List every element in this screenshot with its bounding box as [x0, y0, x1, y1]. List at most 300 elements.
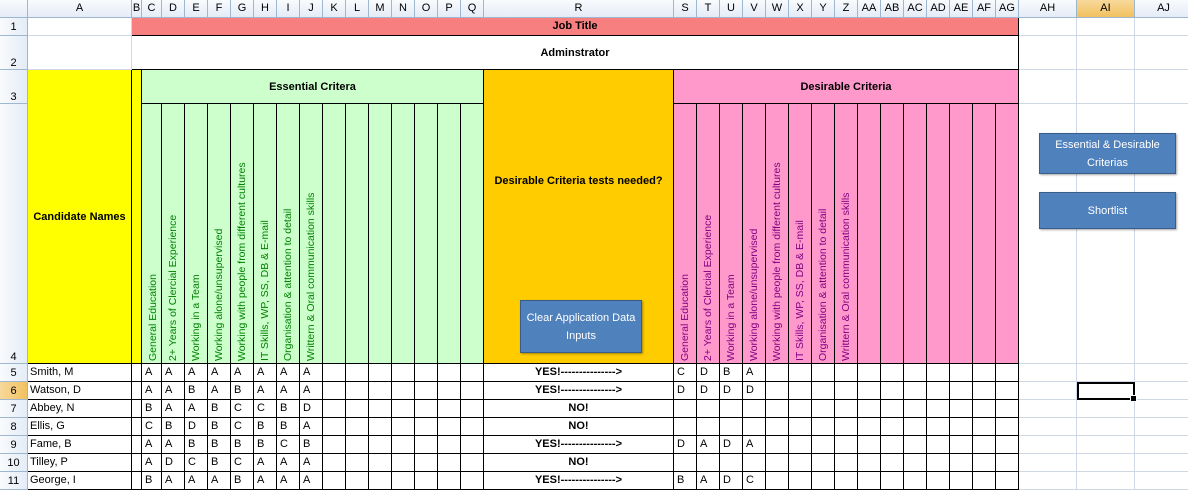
essential-score-cell[interactable]: A: [185, 400, 208, 418]
essential-score-cell[interactable]: A: [277, 472, 300, 490]
essential-score-cell[interactable]: [369, 400, 392, 418]
column-header-b[interactable]: B: [132, 0, 142, 18]
essential-desirable-criterias-button[interactable]: [1039, 133, 1176, 174]
essential-score-cell[interactable]: [438, 472, 461, 490]
essential-score-cell[interactable]: A: [277, 454, 300, 472]
essential-score-cell[interactable]: [323, 382, 346, 400]
desirable-score-cell[interactable]: [904, 436, 927, 454]
row-header-4[interactable]: 4: [0, 104, 28, 364]
cell[interactable]: [1077, 436, 1135, 454]
desirable-score-cell[interactable]: [812, 400, 835, 418]
essential-score-cell[interactable]: [369, 436, 392, 454]
column-header-p[interactable]: P: [438, 0, 461, 18]
cell[interactable]: [1135, 382, 1188, 400]
column-header-k[interactable]: K: [323, 0, 346, 18]
essential-score-cell[interactable]: A: [162, 382, 185, 400]
essential-score-cell[interactable]: B: [254, 418, 277, 436]
desirable-score-cell[interactable]: [950, 418, 973, 436]
desirable-score-cell[interactable]: A: [697, 472, 720, 490]
essential-score-cell[interactable]: B: [300, 436, 323, 454]
cell[interactable]: [1019, 382, 1077, 400]
essential-criteria-header-cell[interactable]: [461, 104, 484, 364]
essential-score-cell[interactable]: [369, 364, 392, 382]
desirable-score-cell[interactable]: [789, 436, 812, 454]
essential-criteria-header-cell[interactable]: [323, 104, 346, 364]
candidate-names-header-cell[interactable]: [28, 70, 132, 364]
desirable-score-cell[interactable]: [766, 418, 789, 436]
row-header-2[interactable]: 2: [0, 36, 28, 70]
candidate-name-cell[interactable]: Abbey, N: [28, 400, 132, 418]
essential-criteria-header-cell[interactable]: [415, 104, 438, 364]
row-header-1[interactable]: 1: [0, 18, 28, 36]
desirable-score-cell[interactable]: [812, 472, 835, 490]
column-header-g[interactable]: G: [231, 0, 254, 18]
desirable-criteria-header-cell[interactable]: [950, 104, 973, 364]
column-header-h[interactable]: H: [254, 0, 277, 18]
candidate-name-cell[interactable]: Fame, B: [28, 436, 132, 454]
shortlist-button[interactable]: [1039, 192, 1176, 229]
tests-needed-cell[interactable]: YES!--------------->: [484, 436, 674, 454]
cell[interactable]: [1077, 18, 1135, 36]
essential-score-cell[interactable]: [369, 472, 392, 490]
desirable-score-cell[interactable]: [996, 364, 1019, 382]
essential-score-cell[interactable]: [323, 364, 346, 382]
desirable-score-cell[interactable]: [904, 364, 927, 382]
desirable-score-cell[interactable]: [697, 454, 720, 472]
essential-score-cell[interactable]: A: [185, 472, 208, 490]
desirable-criteria-header-cell[interactable]: [881, 104, 904, 364]
desirable-score-cell[interactable]: A: [697, 436, 720, 454]
desirable-criteria-header-cell[interactable]: [720, 104, 743, 364]
desirable-criteria-header-cell[interactable]: [973, 104, 996, 364]
cell[interactable]: [1077, 400, 1135, 418]
essential-score-cell[interactable]: B: [231, 382, 254, 400]
spacer-cell[interactable]: [132, 364, 142, 382]
tests-needed-cell[interactable]: YES!--------------->: [484, 382, 674, 400]
cell[interactable]: [1135, 454, 1188, 472]
essential-score-cell[interactable]: B: [162, 418, 185, 436]
tests-needed-cell[interactable]: YES!--------------->: [484, 364, 674, 382]
column-header-ac[interactable]: AC: [904, 0, 927, 18]
essential-criteria-header-cell[interactable]: [438, 104, 461, 364]
essential-score-cell[interactable]: A: [254, 364, 277, 382]
column-header-v[interactable]: V: [743, 0, 766, 18]
essential-score-cell[interactable]: B: [142, 472, 162, 490]
essential-score-cell[interactable]: [438, 364, 461, 382]
essential-score-cell[interactable]: A: [277, 382, 300, 400]
cell[interactable]: [1077, 70, 1135, 104]
desirable-score-cell[interactable]: [858, 382, 881, 400]
essential-score-cell[interactable]: [346, 436, 369, 454]
clear-application-data-button[interactable]: [520, 300, 642, 353]
desirable-score-cell[interactable]: [927, 364, 950, 382]
essential-score-cell[interactable]: B: [277, 400, 300, 418]
job-title-value-cell[interactable]: [132, 36, 1019, 70]
desirable-score-cell[interactable]: D: [720, 382, 743, 400]
spacer-cell[interactable]: [132, 418, 142, 436]
essential-score-cell[interactable]: [369, 418, 392, 436]
essential-score-cell[interactable]: A: [142, 436, 162, 454]
desirable-score-cell[interactable]: [766, 400, 789, 418]
essential-score-cell[interactable]: [461, 418, 484, 436]
column-header-x[interactable]: X: [789, 0, 812, 18]
desirable-score-cell[interactable]: [973, 454, 996, 472]
essential-score-cell[interactable]: [346, 418, 369, 436]
essential-score-cell[interactable]: D: [185, 418, 208, 436]
essential-score-cell[interactable]: [438, 382, 461, 400]
column-header-q[interactable]: Q: [461, 0, 484, 18]
essential-score-cell[interactable]: [461, 436, 484, 454]
row-header-10[interactable]: 10: [0, 454, 28, 472]
cell[interactable]: [1019, 36, 1077, 70]
cell[interactable]: [1077, 454, 1135, 472]
cell[interactable]: [1019, 472, 1077, 490]
desirable-score-cell[interactable]: [881, 400, 904, 418]
desirable-score-cell[interactable]: [904, 382, 927, 400]
desirable-criteria-header-cell[interactable]: [927, 104, 950, 364]
desirable-score-cell[interactable]: D: [743, 382, 766, 400]
desirable-score-cell[interactable]: D: [697, 364, 720, 382]
essential-score-cell[interactable]: C: [231, 418, 254, 436]
desirable-score-cell[interactable]: [996, 472, 1019, 490]
desirable-score-cell[interactable]: [881, 436, 904, 454]
desirable-score-cell[interactable]: [973, 382, 996, 400]
desirable-score-cell[interactable]: B: [674, 472, 697, 490]
essential-score-cell[interactable]: B: [208, 418, 231, 436]
column-header-aj[interactable]: AJ: [1135, 0, 1188, 18]
essential-score-cell[interactable]: A: [142, 364, 162, 382]
desirable-score-cell[interactable]: [766, 454, 789, 472]
desirable-score-cell[interactable]: [904, 454, 927, 472]
desirable-score-cell[interactable]: [927, 436, 950, 454]
desirable-score-cell[interactable]: [674, 400, 697, 418]
desirable-score-cell[interactable]: [973, 400, 996, 418]
column-header-aa[interactable]: AA: [858, 0, 881, 18]
essential-score-cell[interactable]: [392, 436, 415, 454]
spacer-cell[interactable]: [132, 436, 142, 454]
desirable-score-cell[interactable]: [858, 436, 881, 454]
desirable-score-cell[interactable]: [835, 472, 858, 490]
desirable-score-cell[interactable]: [927, 454, 950, 472]
essential-criteria-header-cell[interactable]: [300, 104, 323, 364]
desirable-score-cell[interactable]: [950, 364, 973, 382]
desirable-score-cell[interactable]: [674, 418, 697, 436]
desirable-score-cell[interactable]: [881, 382, 904, 400]
candidate-name-cell[interactable]: Smith, M: [28, 364, 132, 382]
essential-score-cell[interactable]: [415, 400, 438, 418]
essential-score-cell[interactable]: A: [208, 472, 231, 490]
essential-score-cell[interactable]: A: [162, 472, 185, 490]
essential-score-cell[interactable]: A: [300, 382, 323, 400]
essential-score-cell[interactable]: [369, 454, 392, 472]
desirable-criteria-header-cell[interactable]: [858, 104, 881, 364]
row-header-6[interactable]: 6: [0, 382, 28, 400]
cell[interactable]: [1135, 364, 1188, 382]
essential-score-cell[interactable]: A: [162, 436, 185, 454]
essential-score-cell[interactable]: [461, 364, 484, 382]
essential-score-cell[interactable]: A: [142, 382, 162, 400]
desirable-score-cell[interactable]: [789, 454, 812, 472]
column-header-ab[interactable]: AB: [881, 0, 904, 18]
cell[interactable]: [1077, 364, 1135, 382]
cell[interactable]: [1077, 36, 1135, 70]
desirable-score-cell[interactable]: [927, 400, 950, 418]
desirable-score-cell[interactable]: D: [720, 436, 743, 454]
column-header-c[interactable]: C: [142, 0, 162, 18]
desirable-score-cell[interactable]: [904, 400, 927, 418]
essential-score-cell[interactable]: [461, 382, 484, 400]
column-header-w[interactable]: W: [766, 0, 789, 18]
essential-score-cell[interactable]: [392, 364, 415, 382]
desirable-score-cell[interactable]: [973, 418, 996, 436]
essential-score-cell[interactable]: [323, 418, 346, 436]
row-header-3[interactable]: 3: [0, 70, 28, 104]
column-header-f[interactable]: F: [208, 0, 231, 18]
desirable-score-cell[interactable]: [789, 382, 812, 400]
cell[interactable]: [1019, 418, 1077, 436]
desirable-score-cell[interactable]: [996, 400, 1019, 418]
essential-score-cell[interactable]: [461, 472, 484, 490]
essential-score-cell[interactable]: B: [142, 400, 162, 418]
desirable-score-cell[interactable]: [697, 418, 720, 436]
desirable-score-cell[interactable]: C: [743, 472, 766, 490]
desirable-criteria-header-cell[interactable]: [743, 104, 766, 364]
desirable-score-cell[interactable]: [858, 364, 881, 382]
row-header-7[interactable]: 7: [0, 400, 28, 418]
essential-score-cell[interactable]: B: [185, 436, 208, 454]
cell[interactable]: [28, 36, 132, 70]
essential-score-cell[interactable]: [323, 454, 346, 472]
desirable-score-cell[interactable]: C: [674, 364, 697, 382]
desirable-criteria-header-cell[interactable]: [812, 104, 835, 364]
job-title-label-cell[interactable]: [132, 18, 1019, 36]
desirable-score-cell[interactable]: [950, 472, 973, 490]
essential-score-cell[interactable]: [346, 472, 369, 490]
desirable-score-cell[interactable]: [904, 418, 927, 436]
essential-score-cell[interactable]: A: [254, 472, 277, 490]
desirable-score-cell[interactable]: [812, 382, 835, 400]
desirable-score-cell[interactable]: [812, 436, 835, 454]
essential-score-cell[interactable]: [392, 418, 415, 436]
essential-score-cell[interactable]: [346, 400, 369, 418]
essential-score-cell[interactable]: [438, 400, 461, 418]
essential-header-cell[interactable]: [142, 70, 484, 104]
desirable-score-cell[interactable]: [881, 454, 904, 472]
essential-score-cell[interactable]: B: [185, 382, 208, 400]
cell[interactable]: [1135, 70, 1188, 104]
desirable-score-cell[interactable]: [766, 382, 789, 400]
desirable-score-cell[interactable]: [720, 400, 743, 418]
essential-score-cell[interactable]: A: [162, 400, 185, 418]
essential-score-cell[interactable]: A: [300, 418, 323, 436]
desirable-score-cell[interactable]: [743, 454, 766, 472]
desirable-criteria-header-cell[interactable]: [996, 104, 1019, 364]
essential-score-cell[interactable]: A: [142, 454, 162, 472]
essential-score-cell[interactable]: B: [231, 472, 254, 490]
essential-score-cell[interactable]: A: [162, 364, 185, 382]
desirable-score-cell[interactable]: [973, 364, 996, 382]
desirable-score-cell[interactable]: [950, 382, 973, 400]
desirable-score-cell[interactable]: [720, 454, 743, 472]
desirable-score-cell[interactable]: [927, 382, 950, 400]
candidate-name-cell[interactable]: Watson, D: [28, 382, 132, 400]
row-header-5[interactable]: 5: [0, 364, 28, 382]
desirable-score-cell[interactable]: D: [720, 472, 743, 490]
essential-score-cell[interactable]: D: [300, 400, 323, 418]
desirable-criteria-header-cell[interactable]: [766, 104, 789, 364]
row-header-11[interactable]: 11: [0, 472, 28, 490]
essential-score-cell[interactable]: [438, 454, 461, 472]
cell[interactable]: [1019, 400, 1077, 418]
essential-score-cell[interactable]: C: [254, 400, 277, 418]
row-header-8[interactable]: 8: [0, 418, 28, 436]
essential-score-cell[interactable]: B: [208, 436, 231, 454]
spacer-cell[interactable]: [132, 382, 142, 400]
essential-score-cell[interactable]: C: [142, 418, 162, 436]
essential-score-cell[interactable]: [438, 436, 461, 454]
candidate-name-cell[interactable]: Tilley, P: [28, 454, 132, 472]
desirable-criteria-header-cell[interactable]: [789, 104, 812, 364]
essential-criteria-header-cell[interactable]: [142, 104, 162, 364]
cell[interactable]: [1019, 18, 1077, 36]
essential-score-cell[interactable]: [461, 454, 484, 472]
cell[interactable]: [1135, 436, 1188, 454]
essential-score-cell[interactable]: [415, 436, 438, 454]
essential-score-cell[interactable]: D: [162, 454, 185, 472]
desirable-score-cell[interactable]: [835, 454, 858, 472]
essential-score-cell[interactable]: [346, 454, 369, 472]
desirable-score-cell[interactable]: [973, 472, 996, 490]
essential-score-cell[interactable]: [392, 472, 415, 490]
desirable-score-cell[interactable]: [996, 454, 1019, 472]
essential-score-cell[interactable]: B: [231, 436, 254, 454]
column-header-a[interactable]: A: [28, 0, 132, 18]
desirable-criteria-header-cell[interactable]: [674, 104, 697, 364]
column-header-af[interactable]: AF: [973, 0, 996, 18]
spacer-cell[interactable]: [132, 454, 142, 472]
essential-score-cell[interactable]: [415, 472, 438, 490]
desirable-score-cell[interactable]: [927, 418, 950, 436]
desirable-header-cell[interactable]: [674, 70, 1019, 104]
essential-score-cell[interactable]: [415, 364, 438, 382]
essential-score-cell[interactable]: A: [185, 364, 208, 382]
cell[interactable]: [1019, 364, 1077, 382]
essential-score-cell[interactable]: [346, 364, 369, 382]
desirable-score-cell[interactable]: [812, 364, 835, 382]
essential-criteria-header-cell[interactable]: [162, 104, 185, 364]
essential-score-cell[interactable]: A: [300, 454, 323, 472]
essential-score-cell[interactable]: A: [254, 454, 277, 472]
desirable-score-cell[interactable]: [950, 436, 973, 454]
essential-score-cell[interactable]: B: [277, 418, 300, 436]
tests-needed-cell[interactable]: YES!--------------->: [484, 472, 674, 490]
column-header-u[interactable]: U: [720, 0, 743, 18]
desirable-score-cell[interactable]: [858, 454, 881, 472]
essential-criteria-header-cell[interactable]: [208, 104, 231, 364]
tests-needed-cell[interactable]: NO!: [484, 418, 674, 436]
column-header-e[interactable]: E: [185, 0, 208, 18]
desirable-score-cell[interactable]: [858, 400, 881, 418]
desirable-score-cell[interactable]: [996, 382, 1019, 400]
desirable-criteria-header-cell[interactable]: [697, 104, 720, 364]
tests-needed-cell[interactable]: NO!: [484, 454, 674, 472]
cell[interactable]: [1135, 18, 1188, 36]
desirable-score-cell[interactable]: [904, 472, 927, 490]
column-header-ai[interactable]: AI: [1077, 0, 1135, 18]
column-header-r[interactable]: R: [484, 0, 674, 18]
desirable-score-cell[interactable]: [950, 400, 973, 418]
desirable-score-cell[interactable]: [789, 364, 812, 382]
column-header-n[interactable]: N: [392, 0, 415, 18]
desirable-score-cell[interactable]: [812, 418, 835, 436]
column-header-ad[interactable]: AD: [927, 0, 950, 18]
cell[interactable]: [1019, 454, 1077, 472]
desirable-score-cell[interactable]: [973, 436, 996, 454]
column-header-s[interactable]: S: [674, 0, 697, 18]
desirable-score-cell[interactable]: A: [743, 436, 766, 454]
desirable-criteria-header-cell[interactable]: [835, 104, 858, 364]
cell[interactable]: [28, 18, 132, 36]
column-header-o[interactable]: O: [415, 0, 438, 18]
cell[interactable]: [1135, 400, 1188, 418]
desirable-score-cell[interactable]: D: [674, 436, 697, 454]
essential-score-cell[interactable]: [415, 454, 438, 472]
essential-score-cell[interactable]: B: [208, 400, 231, 418]
cell[interactable]: [1077, 472, 1135, 490]
spacer-cell[interactable]: [132, 472, 142, 490]
desirable-score-cell[interactable]: [835, 364, 858, 382]
essential-score-cell[interactable]: [323, 436, 346, 454]
desirable-score-cell[interactable]: D: [697, 382, 720, 400]
candidate-name-cell[interactable]: Ellis, G: [28, 418, 132, 436]
column-header-j[interactable]: J: [300, 0, 323, 18]
essential-score-cell[interactable]: A: [300, 472, 323, 490]
essential-score-cell[interactable]: [415, 418, 438, 436]
essential-score-cell[interactable]: C: [231, 400, 254, 418]
desirable-score-cell[interactable]: [881, 472, 904, 490]
essential-score-cell[interactable]: A: [208, 382, 231, 400]
desirable-score-cell[interactable]: [789, 400, 812, 418]
essential-score-cell[interactable]: [392, 454, 415, 472]
cell[interactable]: [1135, 472, 1188, 490]
desirable-score-cell[interactable]: [835, 382, 858, 400]
column-header-ae[interactable]: AE: [950, 0, 973, 18]
desirable-score-cell[interactable]: [835, 418, 858, 436]
column-header-m[interactable]: M: [369, 0, 392, 18]
desirable-score-cell[interactable]: [766, 472, 789, 490]
column-header-l[interactable]: L: [346, 0, 369, 18]
cell[interactable]: [1135, 418, 1188, 436]
desirable-score-cell[interactable]: [996, 436, 1019, 454]
desirable-score-cell[interactable]: [927, 472, 950, 490]
cell[interactable]: [1019, 436, 1077, 454]
essential-score-cell[interactable]: [392, 382, 415, 400]
essential-score-cell[interactable]: B: [254, 436, 277, 454]
essential-score-cell[interactable]: [323, 472, 346, 490]
desirable-score-cell[interactable]: [743, 400, 766, 418]
desirable-score-cell[interactable]: [881, 418, 904, 436]
spacer-cell[interactable]: [132, 400, 142, 418]
essential-criteria-header-cell[interactable]: [254, 104, 277, 364]
cell[interactable]: [1135, 36, 1188, 70]
essential-score-cell[interactable]: A: [277, 364, 300, 382]
column-header-i[interactable]: I: [277, 0, 300, 18]
essential-score-cell[interactable]: C: [185, 454, 208, 472]
desirable-score-cell[interactable]: [812, 454, 835, 472]
desirable-score-cell[interactable]: [766, 436, 789, 454]
essential-score-cell[interactable]: A: [231, 364, 254, 382]
essential-score-cell[interactable]: [438, 418, 461, 436]
